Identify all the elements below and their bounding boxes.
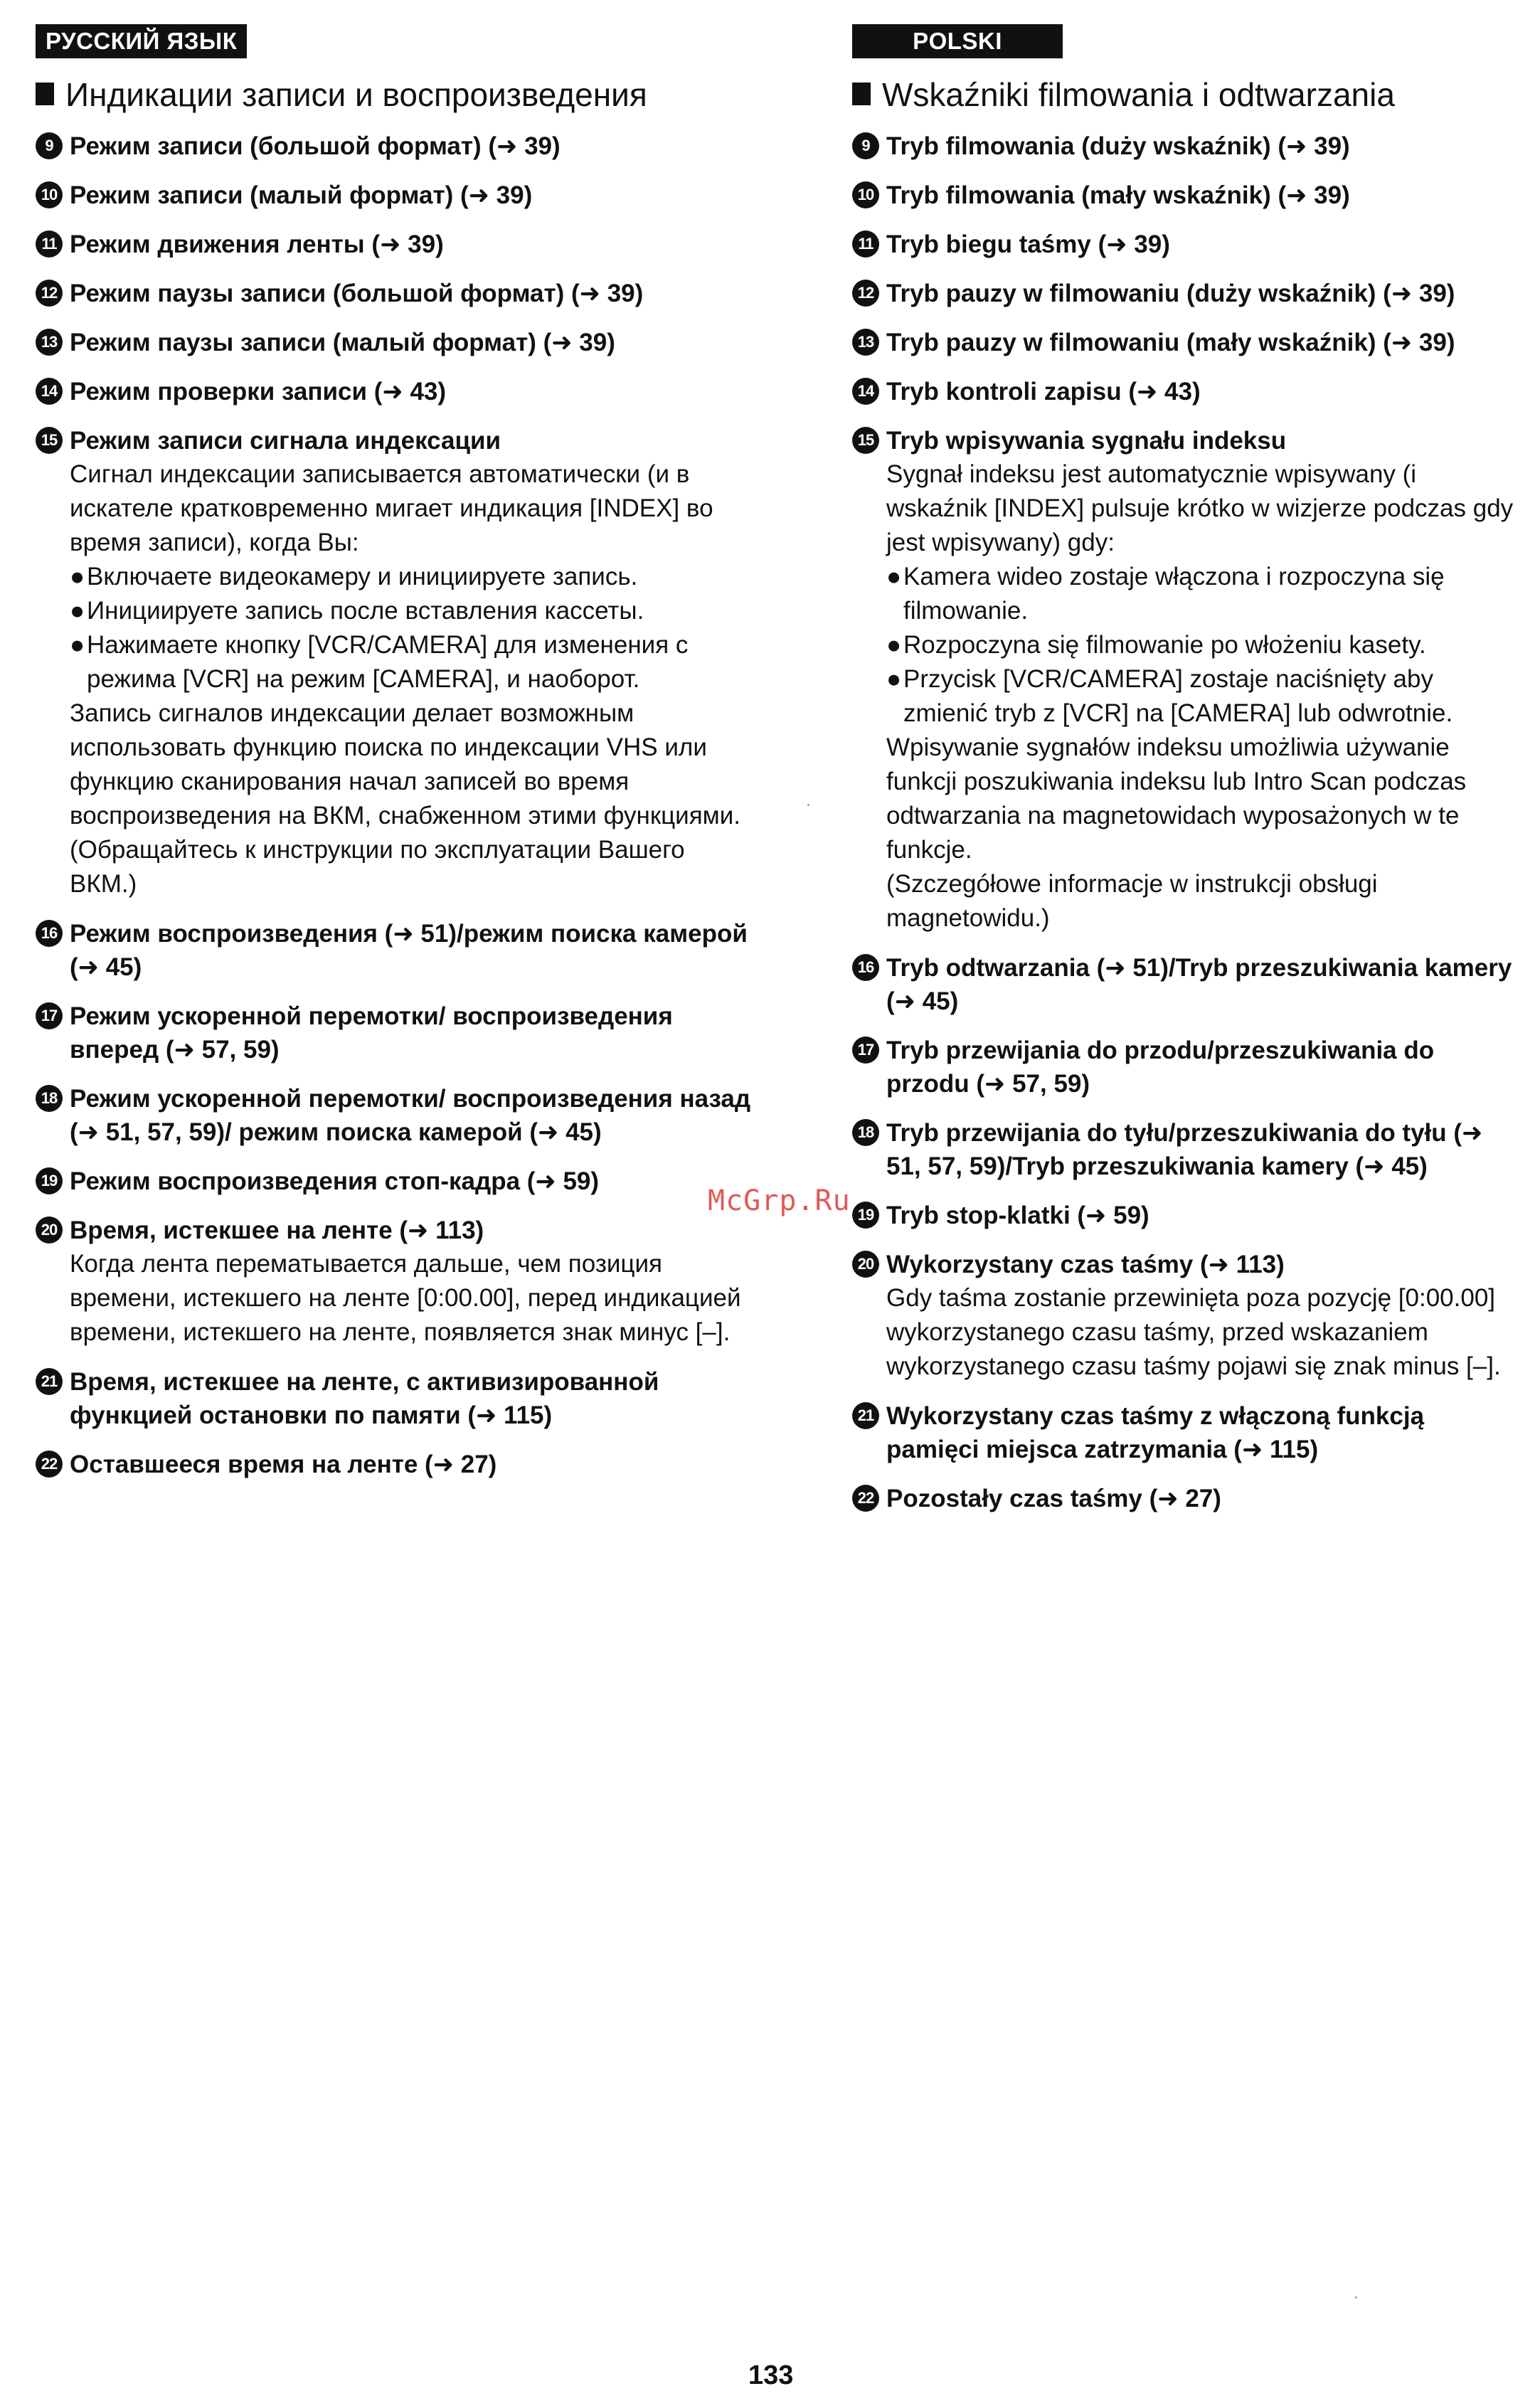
item-heading: Tryb stop-klatki (➜ 59) bbox=[886, 1202, 1149, 1229]
number-badge: 21 bbox=[852, 1402, 879, 1429]
list-item bbox=[852, 1399, 1521, 1466]
list-item bbox=[36, 1082, 754, 1149]
bullet-dot-icon: ● bbox=[70, 631, 85, 659]
list-item bbox=[36, 1165, 754, 1198]
item-description: Sygnał indeksu jest automatycznie wpisywany (i wskaźnik [INDEX] pulsuje krótko w wizjerze podczas gdy jest wpisywany) gdy: bbox=[886, 460, 1514, 556]
item-heading: Tryb biegu taśmy (➜ 39) bbox=[886, 230, 1170, 258]
language-label: POLSKI bbox=[852, 24, 1063, 58]
item-description: Когда лента перематывается дальше, чем позиция времени, истекшего на ленте [0:00.00], перед индикацией времени, истекшего на ленте, появляется знак минус [–]. bbox=[70, 1250, 741, 1346]
number-badge: 15 bbox=[852, 427, 879, 454]
list-item bbox=[852, 1482, 1521, 1515]
item-heading: Tryb wpisywania sygnału indeksu bbox=[886, 427, 1287, 455]
list-item bbox=[36, 917, 754, 984]
number-badge: 11 bbox=[36, 230, 63, 258]
number-badge: 15 bbox=[36, 427, 63, 454]
list-item bbox=[852, 277, 1521, 310]
list-item bbox=[36, 1214, 754, 1350]
number-badge: 12 bbox=[36, 280, 63, 307]
item-heading: Режим паузы записи (большой формат) (➜ 39) bbox=[70, 280, 644, 307]
number-badge: 19 bbox=[36, 1167, 63, 1194]
item-heading: Режим проверки записи (➜ 43) bbox=[70, 378, 447, 405]
number-badge: 20 bbox=[852, 1251, 879, 1278]
item-heading: Tryb filmowania (mały wskaźnik) (➜ 39) bbox=[886, 181, 1350, 209]
polish-column bbox=[852, 24, 1521, 1531]
item-heading: Время, истекшее на ленте (➜ 113) bbox=[70, 1216, 484, 1244]
bullet-item: ● Kamera wideo zostaje włączona i rozpoczyna się filmowanie. bbox=[886, 560, 1521, 628]
item-heading: Режим паузы записи (малый формат) (➜ 39) bbox=[70, 329, 615, 356]
list-item bbox=[852, 375, 1521, 408]
item-heading: Режим воспроизведения (➜ 51)/режим поиска камерой (➜ 45) bbox=[70, 920, 748, 981]
list-item bbox=[36, 424, 754, 901]
section-title: Индикации записи и воспроизведения bbox=[36, 74, 754, 115]
number-badge: 16 bbox=[36, 920, 63, 947]
item-heading: Оставшееся время на ленте (➜ 27) bbox=[70, 1451, 497, 1478]
list-item bbox=[36, 1000, 754, 1066]
scan-speck bbox=[807, 804, 809, 806]
item-heading: Режим воспроизведения стоп-кадра (➜ 59) bbox=[70, 1167, 600, 1195]
list-item bbox=[852, 129, 1521, 163]
bullet-item: ● Включаете видеокамеру и инициируете запись. bbox=[70, 560, 754, 594]
page-number: 133 bbox=[748, 2360, 794, 2390]
item-heading: Режим ускоренной перемотки/ воспроизведения назад (➜ 51, 57, 59)/ режим поиска камерой (➜ 45) bbox=[70, 1085, 751, 1146]
item-heading: Время, истекшее на ленте, с активизированной функцией остановки по памяти (➜ 115) bbox=[70, 1368, 659, 1429]
list-item bbox=[852, 951, 1521, 1018]
item-heading: Режим записи (большой формат) (➜ 39) bbox=[70, 132, 561, 160]
section-title: Wskaźniki filmowania i odtwarzania bbox=[852, 74, 1521, 115]
item-heading: Pozostały czas taśmy (➜ 27) bbox=[886, 1485, 1221, 1512]
number-badge: 20 bbox=[36, 1216, 63, 1244]
list-item bbox=[36, 375, 754, 408]
number-badge: 18 bbox=[36, 1085, 63, 1112]
number-badge: 13 bbox=[852, 329, 879, 356]
bullet-dot-icon: ● bbox=[886, 563, 902, 590]
list-item bbox=[36, 277, 754, 310]
bullet-dot-icon: ● bbox=[70, 597, 85, 625]
number-badge: 16 bbox=[852, 954, 879, 981]
square-bullet-icon bbox=[852, 83, 871, 105]
bullet-dot-icon: ● bbox=[886, 665, 902, 693]
list-item bbox=[852, 326, 1521, 359]
item-heading: Режим движения ленты (➜ 39) bbox=[70, 230, 444, 258]
number-badge: 19 bbox=[852, 1202, 879, 1229]
bullet-item: ● Инициируете запись после вставления кассеты. bbox=[70, 594, 754, 628]
item-heading: Режим записи сигнала индексации bbox=[70, 427, 501, 455]
number-badge: 18 bbox=[852, 1119, 879, 1146]
language-label: РУССКИЙ ЯЗЫК bbox=[36, 24, 247, 58]
item-description: Запись сигналов индексации делает возможным использовать функцию поиска по индексации VHS или функцию сканирования начал записей во время воспроизведения на ВКМ, снабженном этими функциями. bbox=[70, 699, 741, 829]
list-item bbox=[852, 228, 1521, 261]
scan-speck bbox=[1355, 2296, 1357, 2299]
item-description: Wpisywanie sygnałów indeksu umożliwia używanie funkcji poszukiwania indeksu lub Intro Scan podczas odtwarzania na magnetowidach wyposażonych w te funkcje. bbox=[886, 733, 1467, 864]
item-heading: Tryb filmowania (duży wskaźnik) (➜ 39) bbox=[886, 132, 1350, 160]
item-heading: Tryb pauzy w filmowaniu (mały wskaźnik) (➜ 39) bbox=[886, 329, 1455, 356]
list-item bbox=[36, 129, 754, 163]
item-heading: Tryb odtwarzania (➜ 51)/Tryb przeszukiwania kamery (➜ 45) bbox=[886, 954, 1512, 1015]
number-badge: 10 bbox=[36, 181, 63, 208]
number-badge: 22 bbox=[852, 1485, 879, 1512]
number-badge: 21 bbox=[36, 1368, 63, 1395]
number-badge: 14 bbox=[852, 378, 879, 405]
list-item bbox=[852, 1034, 1521, 1101]
number-badge: 17 bbox=[36, 1002, 63, 1029]
square-bullet-icon bbox=[36, 83, 54, 105]
number-badge: 17 bbox=[852, 1037, 879, 1064]
number-badge: 14 bbox=[36, 378, 63, 405]
bullet-dot-icon: ● bbox=[886, 631, 902, 659]
watermark: McGrp.Ru bbox=[708, 1184, 851, 1217]
bullet-item: ● Нажимаете кнопку [VCR/CAMERA] для изменения с режима [VCR] на режим [CAMERA], и наоборот. bbox=[70, 628, 754, 696]
bullet-item: ● Rozpoczyna się filmowanie po włożeniu kasety. bbox=[886, 628, 1521, 662]
bullet-dot-icon: ● bbox=[70, 563, 85, 590]
list-item bbox=[852, 1248, 1521, 1384]
number-badge: 11 bbox=[852, 230, 879, 258]
item-note: (Обращайтесь к инструкции по эксплуатации Вашего ВКМ.) bbox=[70, 836, 685, 898]
list-item bbox=[852, 1116, 1521, 1183]
list-item bbox=[36, 228, 754, 261]
item-heading: Режим записи (малый формат) (➜ 39) bbox=[70, 181, 533, 209]
list-item bbox=[852, 1199, 1521, 1232]
russian-column bbox=[36, 24, 754, 1497]
item-heading: Wykorzystany czas taśmy z włączoną funkcją pamięci miejsca zatrzymania (➜ 115) bbox=[886, 1402, 1425, 1463]
item-note: (Szczegółowe informacje w instrukcji obsługi magnetowidu.) bbox=[886, 870, 1378, 932]
number-badge: 9 bbox=[36, 132, 63, 159]
list-item bbox=[36, 326, 754, 359]
number-badge: 13 bbox=[36, 329, 63, 356]
number-badge: 9 bbox=[852, 132, 879, 159]
list-item bbox=[852, 179, 1521, 212]
item-heading: Tryb pauzy w filmowaniu (duży wskaźnik) (➜ 39) bbox=[886, 280, 1455, 307]
list-item bbox=[36, 179, 754, 212]
list-item bbox=[36, 1448, 754, 1481]
list-item bbox=[852, 424, 1521, 935]
item-heading: Tryb przewijania do przodu/przeszukiwania do przodu (➜ 57, 59) bbox=[886, 1037, 1435, 1098]
list-item bbox=[36, 1365, 754, 1432]
number-badge: 12 bbox=[852, 280, 879, 307]
number-badge: 10 bbox=[852, 181, 879, 208]
item-heading: Режим ускоренной перемотки/ воспроизведения вперед (➜ 57, 59) bbox=[70, 1002, 673, 1064]
item-description: Gdy taśma zostanie przewinięta poza pozycję [0:00.00] wykorzystanego czasu taśmy, przed wskazaniem wykorzystanego czasu taśmy pojawi się znak minus [–]. bbox=[886, 1284, 1501, 1380]
item-heading: Tryb przewijania do tyłu/przeszukiwania do tyłu (➜ 51, 57, 59)/Tryb przeszukiwania kamery (➜ 45) bbox=[886, 1119, 1483, 1180]
item-heading: Tryb kontroli zapisu (➜ 43) bbox=[886, 378, 1201, 405]
item-description: Сигнал индексации записывается автоматически (и в искателе кратковременно мигает индикация [INDEX] во время записи), когда Вы: bbox=[70, 460, 713, 556]
bullet-item: ● Przycisk [VCR/CAMERA] zostaje naciśnięty aby zmienić tryb z [VCR] na [CAMERA] lub odwrotnie. bbox=[886, 662, 1521, 731]
item-heading: Wykorzystany czas taśmy (➜ 113) bbox=[886, 1251, 1285, 1278]
number-badge: 22 bbox=[36, 1451, 63, 1478]
